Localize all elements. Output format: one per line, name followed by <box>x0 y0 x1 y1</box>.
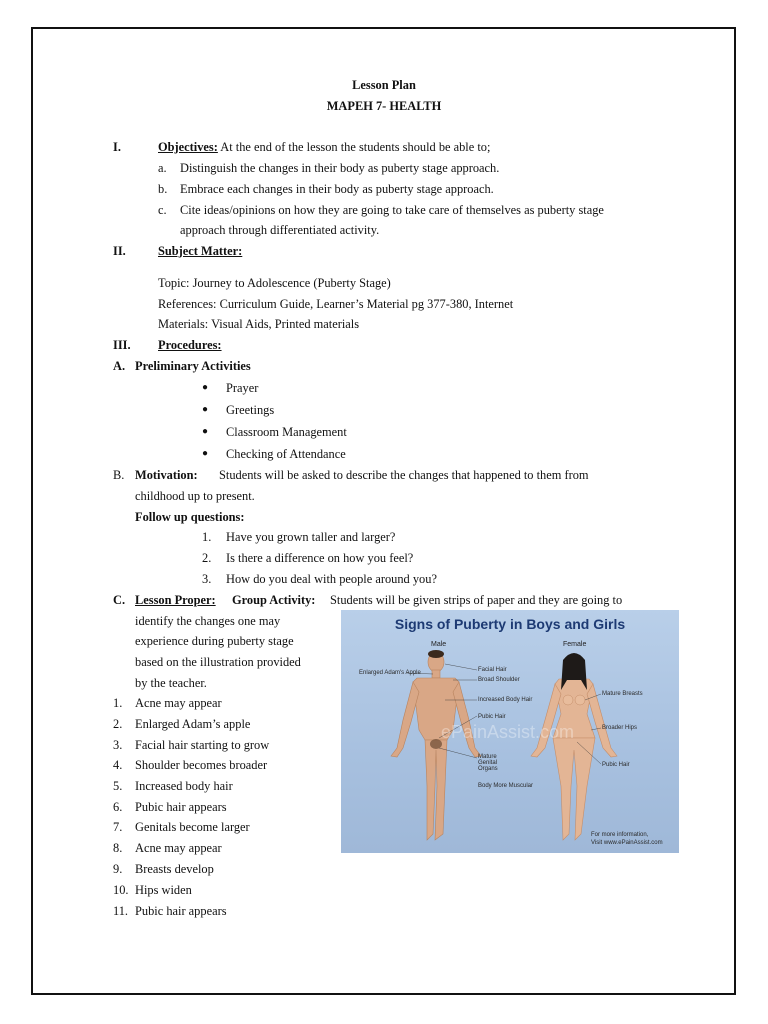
male-heading: Male <box>431 641 447 648</box>
change-text: Shoulder becomes broader <box>135 758 268 772</box>
change-text: Hips widen <box>135 883 192 897</box>
objective-text: Cite ideas/opinions on how they are going to take care of themselves as puberty stage <box>180 203 604 217</box>
label-body-hair: Increased Body Hair <box>478 697 533 703</box>
illustration-title: Signs of Puberty in Boys and Girls <box>394 616 626 632</box>
motivation-label: Motivation: <box>135 468 198 482</box>
bullet-icon: ● <box>202 426 209 437</box>
label-pubic-hair-male: Pubic Hair <box>478 714 506 720</box>
objective-letter: b. <box>158 182 168 196</box>
question-text: How do you deal with people around you? <box>226 572 437 586</box>
page-title: Lesson Plan <box>352 78 416 92</box>
objectives-label: Objectives: <box>158 140 218 154</box>
label-mature-breasts: Mature Breasts <box>602 691 643 697</box>
change-number: 11. <box>113 904 129 918</box>
change-number: 4. <box>113 758 123 772</box>
prelim-item: Prayer <box>226 381 259 395</box>
question-text: Have you grown taller and larger? <box>226 530 396 544</box>
question-text: Is there a difference on how you feel? <box>226 551 414 565</box>
label-adams-apple: Enlarged Adam's Apple <box>359 670 421 676</box>
objective-text: Distinguish the changes in their body as puberty stage approach. <box>180 161 500 175</box>
change-text: Increased body hair <box>135 779 233 793</box>
motivation-letter: B. <box>113 468 125 482</box>
subject-number: II. <box>113 244 126 258</box>
bullet-icon: ● <box>202 448 209 459</box>
prelim-item: Greetings <box>226 403 275 417</box>
subject-materials: Materials: Visual Aids, Printed materials <box>158 317 360 331</box>
female-chest-right <box>575 695 585 705</box>
lesson-text-continued: identify the changes one may <box>135 614 281 628</box>
group-activity-label: Group Activity: <box>232 593 316 607</box>
change-number: 9. <box>113 862 123 876</box>
objectives-number: I. <box>113 140 121 154</box>
prelim-item: Classroom Management <box>226 425 347 439</box>
male-hair <box>428 650 444 658</box>
illustration-footer-line: Visit www.ePainAssist.com <box>591 840 663 846</box>
prelim-label: Preliminary Activities <box>135 359 251 373</box>
change-number: 8. <box>113 841 123 855</box>
illustration-watermark: ePainAssist.com <box>441 722 575 742</box>
change-text: Enlarged Adam’s apple <box>135 717 251 731</box>
lesson-text-continued: based on the illustration provided <box>135 655 301 669</box>
change-text: Pubic hair appears <box>135 800 227 814</box>
lesson-label: Lesson Proper: <box>135 593 216 607</box>
prelim-letter: A. <box>113 359 126 373</box>
followup-label: Follow up questions: <box>135 510 245 524</box>
female-heading: Female <box>563 641 587 648</box>
lesson-text-continued: by the teacher. <box>135 676 207 690</box>
change-text: Acne may appear <box>135 841 222 855</box>
procedures-label: Procedures: <box>158 338 222 352</box>
objective-letter: c. <box>158 203 167 217</box>
objective-text: Embrace each changes in their body as puberty stage approach. <box>180 182 494 196</box>
procedures-number: III. <box>113 338 131 352</box>
label-body-muscular: Body More Muscular <box>478 783 534 789</box>
change-number: 7. <box>113 820 123 834</box>
female-figure <box>531 654 617 840</box>
objective-text-continued: approach through differentiated activity. <box>180 223 380 237</box>
label-genital-organs: Mature Genital Organs <box>478 754 498 772</box>
motivation-text: Students will be asked to describe the changes that happened to them from <box>219 468 589 482</box>
change-text: Pubic hair appears <box>135 904 227 918</box>
question-number: 1. <box>202 530 212 544</box>
lesson-text: Students will be given strips of paper and they are going to <box>330 593 623 607</box>
subject-references: References: Curriculum Guide, Learner’s Material pg 377-380, Internet <box>158 297 514 311</box>
change-text: Facial hair starting to grow <box>135 738 270 752</box>
question-number: 3. <box>202 572 212 586</box>
change-number: 1. <box>113 696 123 710</box>
change-text: Breasts develop <box>135 862 214 876</box>
change-text: Acne may appear <box>135 696 222 710</box>
subject-topic: Topic: Journey to Adolescence (Puberty Stage) <box>158 276 391 290</box>
change-number: 10. <box>113 883 129 897</box>
lesson-text-continued: experience during puberty stage <box>135 634 294 648</box>
page-subtitle: MAPEH 7- HEALTH <box>326 99 442 113</box>
change-number: 3. <box>113 738 123 752</box>
female-chest-left <box>563 695 573 705</box>
label-facial-hair: Facial Hair <box>478 667 507 673</box>
objectives-intro: At the end of the lesson the students should be able to; <box>217 140 491 154</box>
question-number: 2. <box>202 551 212 565</box>
objectives-line <box>158 139 490 155</box>
bullet-icon: ● <box>202 404 209 415</box>
label-pubic-hair-female: Pubic Hair <box>602 762 630 768</box>
bullet-icon: ● <box>202 382 209 393</box>
lesson-letter: C. <box>113 593 126 607</box>
change-text: Genitals become larger <box>135 820 250 834</box>
motivation-text-continued: childhood up to present. <box>135 489 255 503</box>
change-number: 2. <box>113 717 123 731</box>
prelim-item: Checking of Attendance <box>226 447 346 461</box>
illustration-footer-line: For more information, <box>591 832 649 838</box>
puberty-illustration <box>341 610 679 853</box>
objective-letter: a. <box>158 161 167 175</box>
change-number: 6. <box>113 800 123 814</box>
label-broader-hips: Broader Hips <box>602 725 638 731</box>
label-broad-shoulder: Broad Shoulder <box>478 677 520 683</box>
change-number: 5. <box>113 779 123 793</box>
subject-label: Subject Matter: <box>158 244 243 258</box>
